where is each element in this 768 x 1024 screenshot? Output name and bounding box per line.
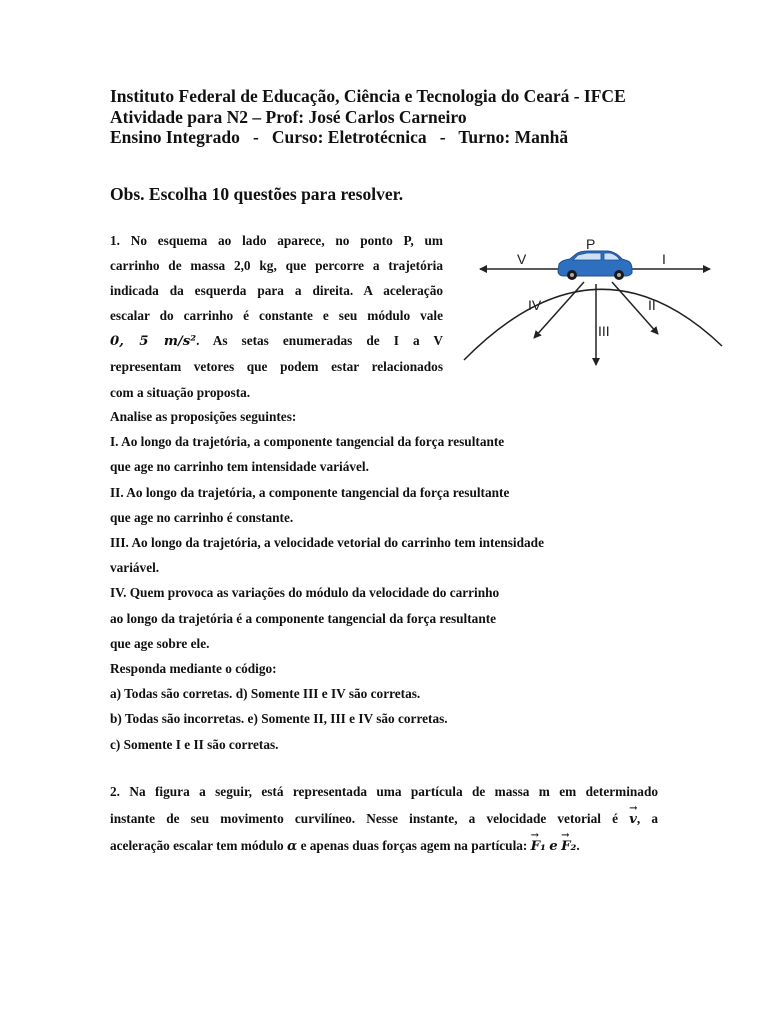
answer-code-prompt: Responda mediante o código: [110, 661, 277, 677]
answer-option: c) Somente I e II são corretas. [110, 736, 279, 752]
question-1-line-rest: . As setas enumeradas de I a V [196, 333, 443, 349]
car-icon [558, 251, 632, 280]
answer-option: b) Todas são incorretas. e) Somente II, III e IV são corretas. [110, 711, 448, 727]
question-2-text: instante de seu movimento curvilíneo. Nesse instante, a velocidade vetorial é [110, 810, 619, 826]
trajectory-diagram [460, 232, 730, 372]
proposition-line: I. Ao longo da trajetória, a componente tangencial da força resultante [110, 434, 505, 450]
question-1-propositions [110, 404, 670, 757]
vector-v-label: V [517, 251, 527, 267]
question-1-line: 1. No esquema ao lado aparece, no ponto P, um [110, 233, 443, 248]
velocity-vector-symbol: → v [629, 807, 637, 834]
course-info: Ensino Integrado - Curso: Eletrotécnica - Turno: Manhã [110, 127, 569, 147]
question-1-line: com a situação proposta. [110, 384, 251, 400]
question-1-line: indicada da esquerda para a direita. A aceleração [110, 283, 443, 299]
proposition-line: ao longo da trajetória é a componente tangencial da força resultante [110, 610, 497, 626]
acceleration-value: 0, 5 m/s² [110, 334, 197, 350]
question-2-line [110, 833, 658, 861]
activity-title: Atividade para N2 – Prof: José Carlos Carneiro [110, 106, 467, 127]
question-2-text: , a [636, 810, 658, 826]
question-1-line: escalar do carrinho é constante e seu módulo vale [110, 308, 443, 324]
question-1-line [110, 328, 443, 354]
trajectory-curve [464, 289, 722, 360]
proposition-line: III. Ao longo da trajetória, a velocidade vetorial do carrinho tem intensidade [110, 535, 544, 551]
vector-ii-label: II [648, 297, 656, 313]
question-1-intro [110, 228, 443, 405]
alpha-symbol: α [287, 839, 298, 854]
force-f1-symbol: → F₁ [531, 834, 546, 861]
proposition-line: II. Ao longo da trajetória, a componente tangencial da força resultante [110, 484, 510, 500]
answer-option: a) Todas são corretas. d) Somente III e IV são corretas. [110, 686, 421, 702]
proposition-line: IV. Quem provoca as variações do módulo da velocidade do carrinho [110, 585, 500, 601]
proposition-line: que age sobre ele. [110, 635, 210, 651]
question-2-line: 2. Na figura a seguir, está representada uma partícula de massa m em determinado [110, 784, 658, 799]
vector-iii-label: III [598, 323, 610, 339]
force-f2-symbol: → F₂ [561, 834, 576, 861]
question-2-line [110, 806, 658, 834]
institution-title: Instituto Federal de Educação, Ciência e Tecnologia do Ceará - IFCE [110, 86, 626, 106]
question-1-line: carrinho de massa 2,0 kg, que percorre a trajetória [110, 258, 443, 274]
question-2-text: aceleração escalar tem módulo [110, 838, 284, 853]
proposition-line: variável. [110, 560, 160, 576]
question-2 [110, 779, 658, 861]
vector-i-label: I [662, 251, 666, 267]
vector-iv-arrow [534, 282, 584, 338]
proposition-line: que age no carrinho é constante. [110, 509, 294, 525]
vector-iv-label: IV [528, 297, 542, 313]
proposition-line: que age no carrinho tem intensidade variável. [110, 459, 369, 475]
point-p-label: P [586, 236, 596, 252]
question-2-text: e apenas duas forças agem na partícula: [300, 838, 528, 853]
analyze-prompt: Analise as proposições seguintes: [110, 409, 297, 424]
question-2-text: . [576, 838, 580, 853]
instructions-note: Obs. Escolha 10 questões para resolver. [110, 184, 404, 204]
trajectory-figure [460, 232, 730, 372]
conjunction-e: e [549, 839, 558, 854]
document-header [110, 86, 626, 148]
question-1-line: representam vetores que podem estar relacionados [110, 359, 443, 375]
